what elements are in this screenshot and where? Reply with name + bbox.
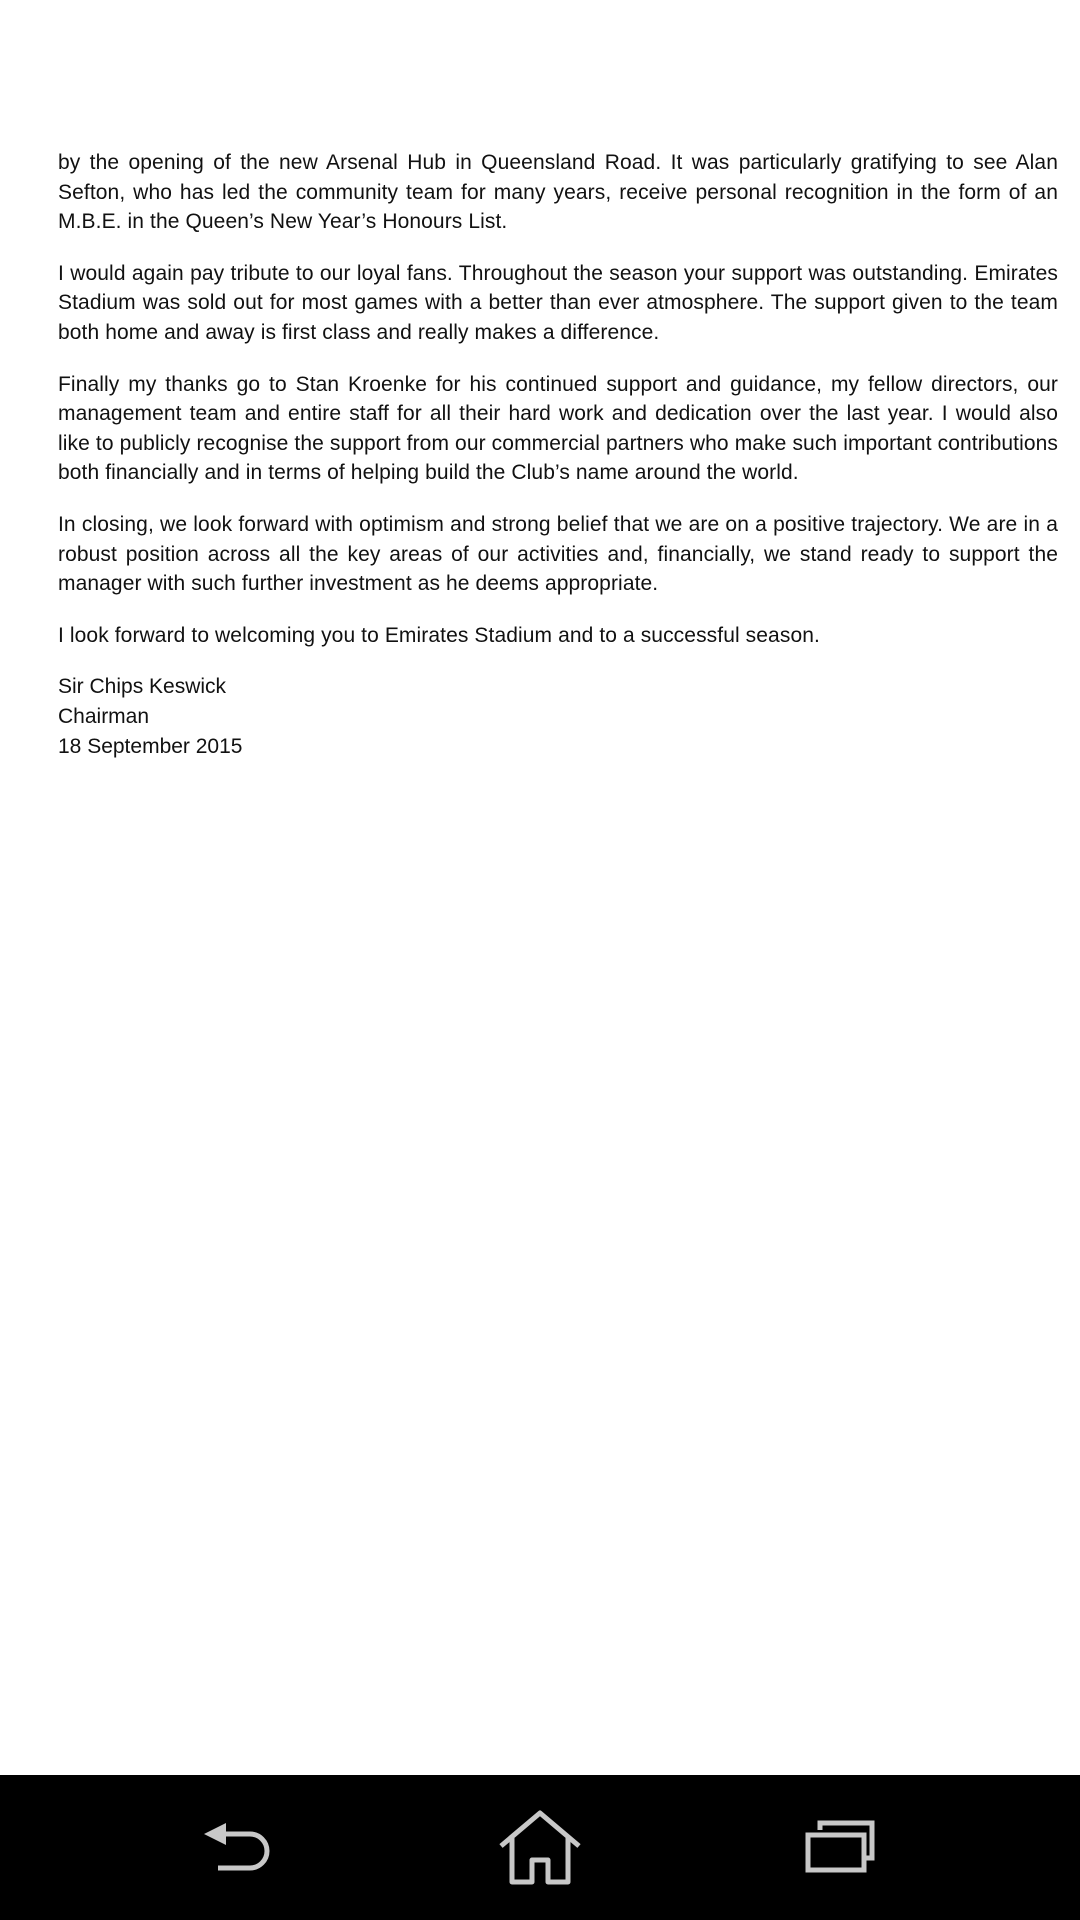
recents-icon [800,1818,880,1878]
paragraph-closing: In closing, we look forward with optimism and strong belief that we are on a positive trajectory. We are in a robust position across all the key areas of our activities and, financially, we stand ready to support the manager with such further investment as he deems appropriate. [58,512,1058,596]
home-icon [495,1808,585,1888]
navigation-bar [0,1775,1080,1920]
back-button[interactable] [160,1775,320,1920]
paragraph-thanks: Finally my thanks go to Stan Kroenke for his continued support and guidance, my fellow directors, our management team and entire staff for all their hard work and dedication over the last year. I would also like to publicly recognise the support from our commercial partners who make such important contributions both financially and in terms of helping build the Club’s name around the world. [58,372,1058,485]
recents-button[interactable] [760,1775,920,1920]
document-page [58,148,1058,761]
signature-role: Chairman [58,704,150,728]
back-icon [200,1818,280,1878]
paragraph-fans: I would again pay tribute to our loyal fans. Throughout the season your support was outstanding. Emirates Stadium was sold out for most games with a better than ever atmosphere. The support given to the team both home and away is first class and really makes a difference. [58,261,1058,344]
signature-name: Sir Chips Keswick [58,675,227,699]
signature-date: 18 September 2015 [58,734,243,758]
signature-block [58,672,1058,761]
home-button[interactable] [460,1775,620,1920]
paragraph-community: by the opening of the new Arsenal Hub in Queensland Road. It was particularly gratifying to see Alan Sefton, who has led the community team for many years, receive personal recognition in the form of an M.B.E. in the Queen’s New Year’s Honours List. [58,151,1058,234]
paragraph-welcome: I look forward to welcoming you to Emirates Stadium and to a successful season. [58,623,820,647]
